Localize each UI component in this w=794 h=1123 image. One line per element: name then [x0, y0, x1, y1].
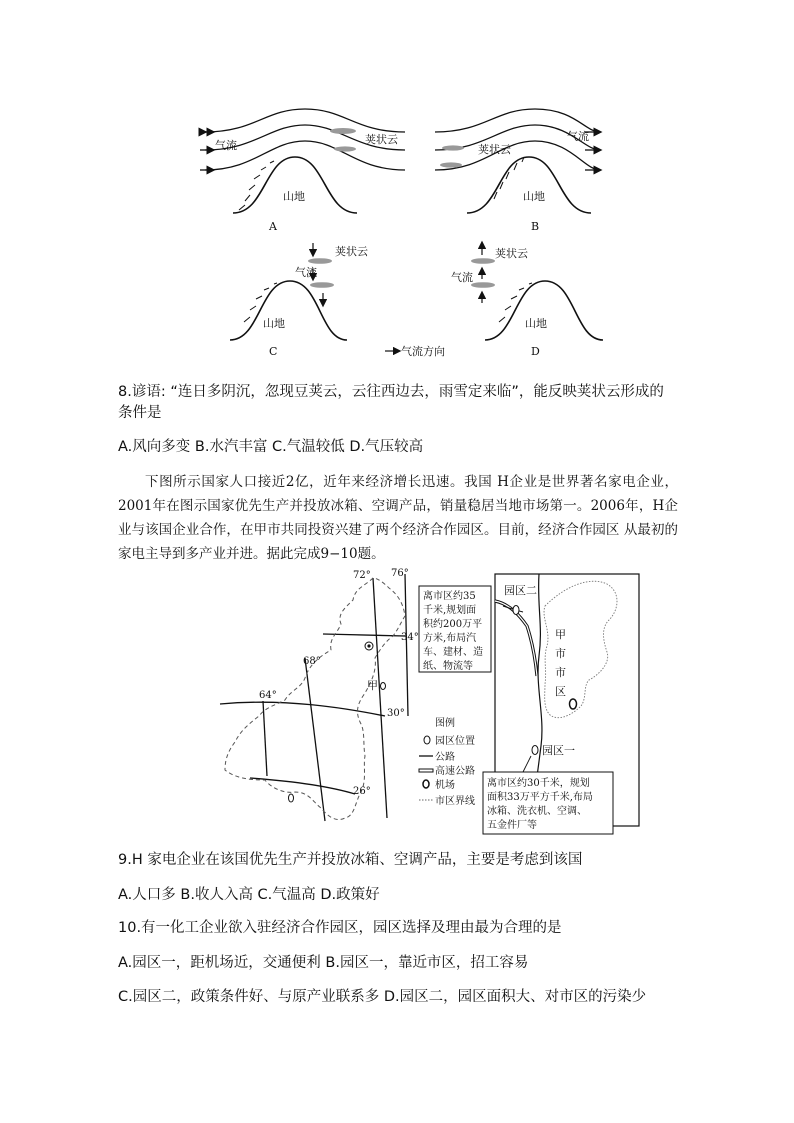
label-airflow: 气流	[295, 266, 317, 279]
legend-title: 图例	[435, 718, 455, 729]
panel-label: C	[269, 345, 278, 358]
park1-label: 园区一	[542, 744, 575, 757]
label-mountain: 山地	[283, 190, 305, 203]
lenticular-cloud-icon	[308, 258, 332, 264]
svg-text:千米,规划面: 千米,规划面	[423, 605, 477, 616]
panel-a	[200, 109, 405, 233]
svg-text:积约200万平: 积约200万平	[423, 619, 483, 630]
question-8-stem-line1: 8.谚语: “连日多阴沉，忽现豆荚云，云往西边去，雨雪定来临”，能反映荚状云形成的	[118, 384, 664, 400]
park1-location-icon	[532, 746, 538, 755]
country-map	[220, 568, 419, 821]
svg-text:方米,布局汽: 方米,布局汽	[423, 633, 477, 644]
lenticular-cloud-icon	[334, 146, 356, 151]
figure-country-map	[205, 566, 645, 838]
lon-label: 68°	[303, 656, 321, 667]
question-10-stem: 10.有一化工企业欲入驻经济合作园区，园区选择及理由最为合理的是	[118, 920, 562, 936]
lenticular-cloud-icon	[471, 282, 495, 288]
info-box-park1	[483, 772, 613, 834]
panel-b	[435, 109, 600, 233]
lenticular-cloud-icon	[442, 145, 464, 150]
legend-airflow-direction	[385, 344, 445, 358]
panel-c	[230, 243, 368, 358]
lat-label: 26°	[353, 786, 371, 797]
svg-text:冰箱、洗衣机、空调、: 冰箱、洗衣机、空调、	[487, 806, 587, 817]
question-8-stem-line2: 条件是	[118, 405, 162, 421]
lenticular-cloud-icon	[310, 282, 334, 288]
panel-label: A	[269, 220, 277, 233]
svg-text:市区界线: 市区界线	[435, 796, 475, 807]
label-mountain: 山地	[263, 317, 285, 330]
svg-text:机场: 机场	[435, 780, 455, 791]
panel-label: D	[531, 345, 540, 358]
label-airflow: 气流	[451, 271, 473, 284]
question-10-options-cd: C.园区二，政策条件好、与原产业联系多 D.园区二，园区面积大、对市区的污染少	[118, 989, 647, 1005]
svg-text:市: 市	[555, 666, 566, 679]
svg-text:面积33万平方千米,布局: 面积33万平方千米,布局	[487, 792, 593, 803]
svg-text:车、建材、造: 车、建材、造	[423, 647, 483, 658]
park2-location-icon	[513, 606, 519, 615]
panel-label: B	[531, 220, 540, 233]
question-9-options: A.人口多 B.收人入高 C.气温高 D.政策好	[118, 887, 380, 903]
lenticular-cloud-icon	[471, 258, 495, 264]
passage: 下图所示国家人口接近2亿，近年来经济增长迅速。我国 H企业是世界著名家电企业，2001年在图示国家优先生产并投放冰箱、空调产品，销量稳居当地市场第一。2006年，H企业与该国企业合作，在甲市共同投资兴建了两个经济合作园区。目前，经济合作园区 从最初的家电主导到多产业并进。据此完成9−10题。	[118, 474, 678, 562]
label-cloud: 荚状云	[478, 143, 511, 156]
park2-label: 园区二	[504, 584, 537, 597]
lat-label: 34°	[401, 632, 419, 643]
lon-label: 76°	[391, 568, 409, 579]
label-cloud: 荚状云	[335, 245, 368, 258]
svg-text:气流方向: 气流方向	[401, 345, 445, 358]
label-mountain: 山地	[525, 317, 547, 330]
info-box-park2	[419, 586, 491, 672]
svg-text:园区位置: 园区位置	[435, 736, 475, 747]
question-10-options-ab: A.园区一，距机场近，交通便利 B.园区一，靠近市区，招工容易	[118, 955, 529, 971]
lat-label: 30°	[387, 708, 405, 719]
label-airflow: 气流	[567, 130, 589, 143]
svg-text:甲: 甲	[555, 628, 566, 641]
lon-label: 72°	[353, 570, 371, 581]
label-cloud: 荚状云	[365, 133, 398, 146]
figure-lenticular-clouds	[195, 95, 615, 365]
lon-label: 64°	[259, 690, 277, 701]
label-cloud: 荚状云	[495, 247, 528, 260]
svg-text:区: 区	[555, 685, 566, 698]
airport-location-icon	[570, 699, 577, 709]
label-mountain: 山地	[523, 190, 545, 203]
park-location-icon	[424, 736, 430, 744]
label-airflow: 气流	[215, 139, 237, 152]
svg-text:纸、物流等: 纸、物流等	[423, 661, 473, 672]
question-8-options: A.风向多变 B.水汽丰富 C.气温较低 D.气压较高	[118, 439, 424, 455]
svg-text:公路: 公路	[435, 752, 455, 763]
lenticular-cloud-icon	[440, 162, 462, 167]
airport-icon	[423, 780, 429, 788]
panel-d	[451, 243, 603, 358]
city-label-jia: 甲	[367, 679, 378, 692]
svg-text:高速公路: 高速公路	[435, 766, 475, 777]
svg-text:离市区约35: 离市区约35	[423, 591, 476, 602]
expressway-icon	[419, 769, 433, 772]
svg-text:市: 市	[555, 647, 566, 660]
city-jia-icon	[381, 683, 386, 690]
svg-text:五金件厂等: 五金件厂等	[487, 820, 537, 831]
lenticular-cloud-icon	[330, 128, 356, 134]
question-9-stem: 9.H 家电企业在该国优先生产并投放冰箱、空调产品，主要是考虑到该国	[118, 852, 583, 868]
svg-text:离市区约30千米，规划: 离市区约30千米，规划	[487, 778, 590, 789]
map-legend	[419, 716, 475, 807]
